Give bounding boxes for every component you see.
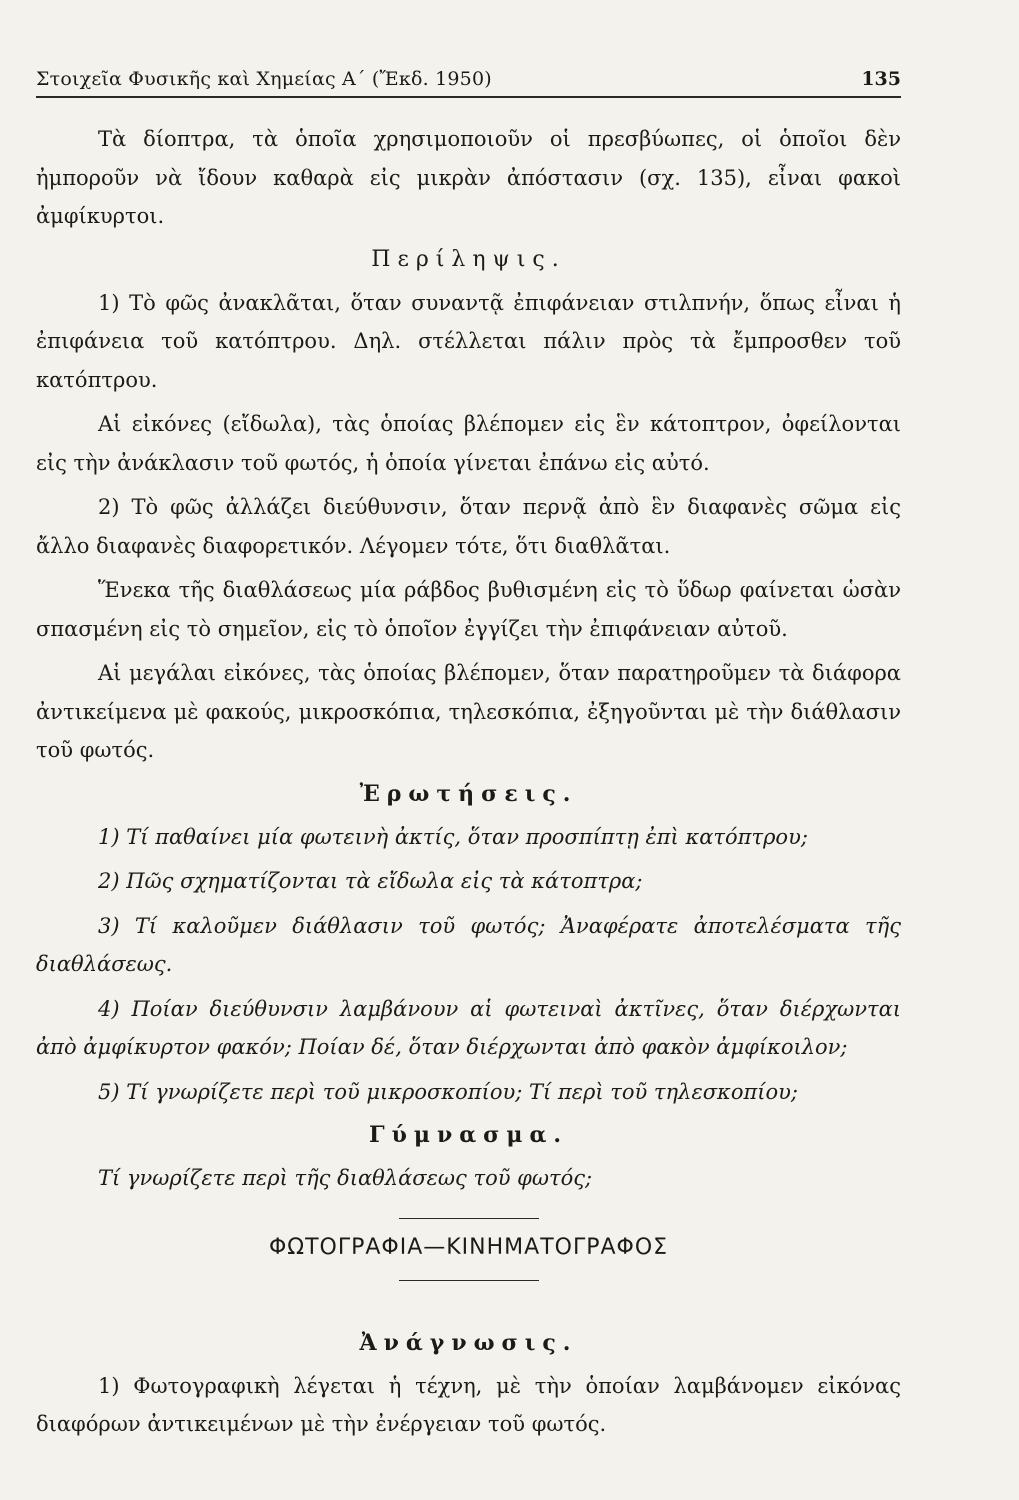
section-title: ΦΩΤΟΓΡΑΦΙΑ—ΚΙΝΗΜΑΤΟΓΡΑΦΟΣ (268, 1234, 669, 1260)
question-item: 4) Ποίαν διεύθυνσιν λαμβάνουν αἱ φωτειναὶ ἀκτῖνες, ὅταν διέρχωνται ἀπὸ ἀμφίκυρτον φακόν; Ποίαν δέ, ὅταν διέρχωνται ἀπὸ φακὸν ἀμφίκοιλον; (36, 996, 901, 1059)
exercise-text: Τί γνωρίζετε περὶ τῆς διαθλάσεως τοῦ φωτός; (98, 1166, 593, 1190)
question-item: 1) Τί παθαίνει μία φωτεινὴ ἀκτίς, ὅταν προσπίπτῃ ἐπὶ κατόπτρου; (98, 824, 808, 849)
summary-paragraph: Ἕνεκα τῆς διαθλάσεως μία ράβδος βυθισμένη εἰς τὸ ὕδωρ φαίνεται ὡσὰν σπασμένη εἰς τὸ σημεῖον, εἰς τὸ ὁποῖον ἐγγίζει τὴν ἐπιφάνειαν αὐτοῦ. (36, 578, 901, 641)
summary-paragraph: 2) Τὸ φῶς ἀλλάζει διεύθυνσιν, ὅταν περνᾷ ἀπὸ ἓν διαφανὲς σῶμα εἰς ἄλλο διαφανὲς διαφορετικόν. Λέγομεν τότε, ὅτι διαθλᾶται. (36, 495, 901, 558)
question-item: 2) Πῶς σχηματίζονται τὰ εἴδωλα εἰς τὰ κάτοπτρα; (98, 869, 643, 893)
exercise-heading: Γύμνασμα. (368, 1122, 569, 1148)
reading-paragraph: 1) Φωτογραφικὴ λέγεται ἡ τέχνη, μὲ τὴν ὁποίαν λαμβάνομεν εἰκόνας διαφόρων ἀντικειμένων μὲ τὴν ἐνέργειαν τοῦ φωτός. (36, 1373, 901, 1436)
page-number: 135 (861, 68, 901, 90)
section-divider (399, 1280, 539, 1281)
section-divider (399, 1218, 539, 1219)
summary-heading: Περίληψις. (371, 246, 566, 272)
summary-paragraph: Αἱ μεγάλαι εἰκόνες, τὰς ὁποίας βλέπομεν, ὅταν παρατηροῦμεν τὰ διάφορα ἀντικείμενα μὲ φακούς, μικροσκόπια, τηλεσκόπια, ἐξηγοῦνται μὲ τὴν διάθλασιν τοῦ φωτός. (36, 661, 901, 762)
intro-paragraph: Τὰ δίοπτρα, τὰ ὁποῖα χρησιμοποιοῦν οἱ πρεσβύωπες, οἱ ὁποῖοι δὲν ἠμποροῦν νὰ ἴδουν καθαρὰ εἰς μικρὰν ἀπόστασιν (σχ. 135), εἶναι φακοὶ ἀμφίκυρτοι. (36, 127, 901, 228)
reading-heading: Ἀνάγνωσις. (359, 1329, 578, 1356)
questions-heading: Ἐρωτήσεις. (359, 780, 578, 807)
question-item: 5) Τί γνωρίζετε περὶ τοῦ μικροσκοπίου; Τί περὶ τοῦ τηλεσκοπίου; (98, 1079, 798, 1104)
summary-paragraph: 1) Τὸ φῶς ἀνακλᾶται, ὅταν συναντᾷ ἐπιφάνειαν στιλπνήν, ὅπως εἶναι ἡ ἐπιφάνεια τοῦ κατόπτρου. Δηλ. στέλλεται πάλιν πρὸς τὰ ἔμπροσθεν τοῦ κατόπτρου. (36, 290, 901, 392)
question-item: 3) Τί καλοῦμεν διάθλασιν τοῦ φωτός; Ἀναφέρατε ἀποτελέσματα τῆς διαθλάσεως. (36, 913, 901, 976)
page-body (36, 120, 901, 1444)
summary-paragraph: Αἱ εἰκόνες (εἴδωλα), τὰς ὁποίας βλέπομεν εἰς ἓν κάτοπτρον, ὀφείλονται εἰς τὴν ἀνάκλασιν τοῦ φωτός, ἡ ὁποία γίνεται ἐπάνω εἰς αὐτό. (36, 412, 901, 475)
running-head (36, 68, 901, 98)
book-title: Στοιχεῖα Φυσικῆς καὶ Χημείας Α΄ (Ἔκδ. 1950) (36, 68, 492, 90)
